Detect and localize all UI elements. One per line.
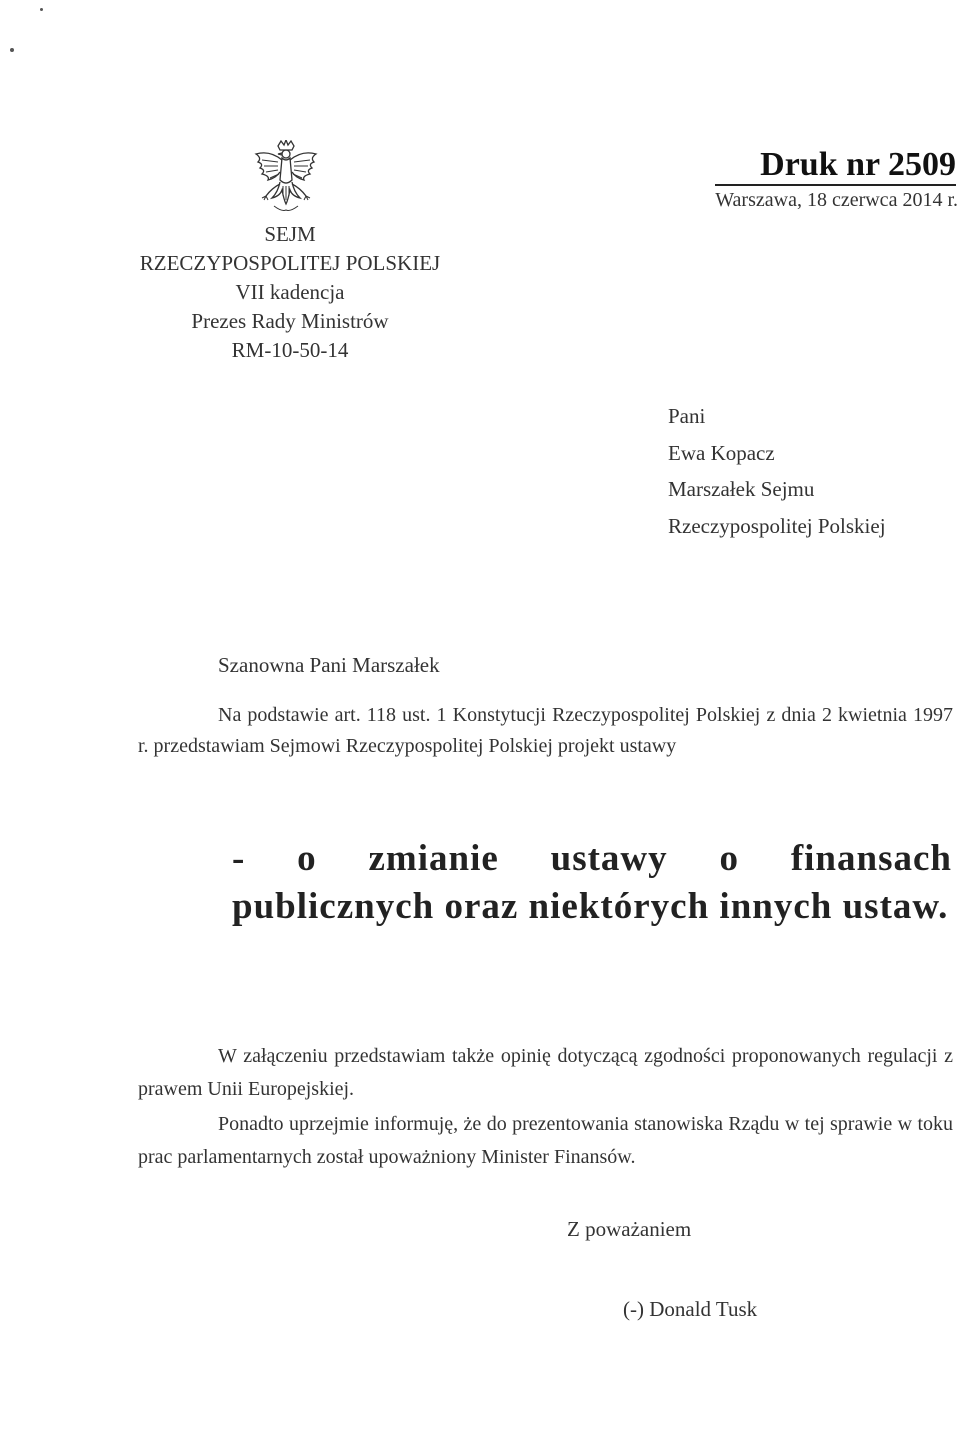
sender-line-reference-number: RM-10-50-14 (231, 338, 349, 362)
addressee-line-title: Pani (668, 404, 706, 428)
print-number-underline (715, 184, 956, 186)
paragraph-representative-text: Ponadto uprzejmie informuję, że do prezentowania stanowiska Rządu w tej sprawie w toku prac parlamentarnych został upoważniony Minister Finansów. (138, 1113, 953, 1168)
sender-line-term: VII kadencja (235, 280, 345, 304)
paragraph-attachment-text: W załączeniu przedstawiam także opinię dotyczącą zgodności proponowanych regulacji z prawem Unii Europejskiej. (138, 1045, 953, 1100)
addressee-line-country: Rzeczypospolitej Polskiej (668, 513, 886, 538)
salutation: Szanowna Pani Marszałek (218, 653, 440, 677)
signature: (-) Donald Tusk (623, 1297, 758, 1321)
bill-title: - o zmianie ustawy o finansach publicznych oraz niektórych innych ustaw. (232, 838, 952, 927)
scan-speck (40, 8, 43, 11)
scan-speck (10, 48, 14, 52)
sender-line-sejm: SEJM (264, 222, 316, 246)
document-date: Warszawa, 18 czerwca 2014 r. (715, 189, 958, 211)
print-number: Druk nr 2509 (760, 146, 956, 183)
paragraph-representative (138, 1108, 953, 1174)
sender-line-prime-minister: Prezes Rady Ministrów (191, 309, 389, 333)
closing-regards: Z poważaniem (567, 1217, 692, 1241)
paragraph-legal-basis-text: Na podstawie art. 118 ust. 1 Konstytucji Rzeczypospolitej Polskiej z dnia 2 kwietnia 1997 r. przedstawiam Sejmowi Rzeczypospolitej Polskiej projekt ustawy (138, 704, 953, 757)
addressee-line-office: Marszałek Sejmu (668, 477, 815, 501)
sender-line-republic: RZECZYPOSPOLITEJ POLSKIEJ (139, 251, 441, 275)
polish-eagle-emblem-icon (252, 140, 320, 218)
paragraph-legal-basis (138, 700, 953, 762)
sender-block (100, 220, 480, 365)
paragraph-attachment (138, 1040, 953, 1106)
addressee-line-name: Ewa Kopacz (668, 440, 775, 465)
addressee-block (668, 398, 886, 544)
